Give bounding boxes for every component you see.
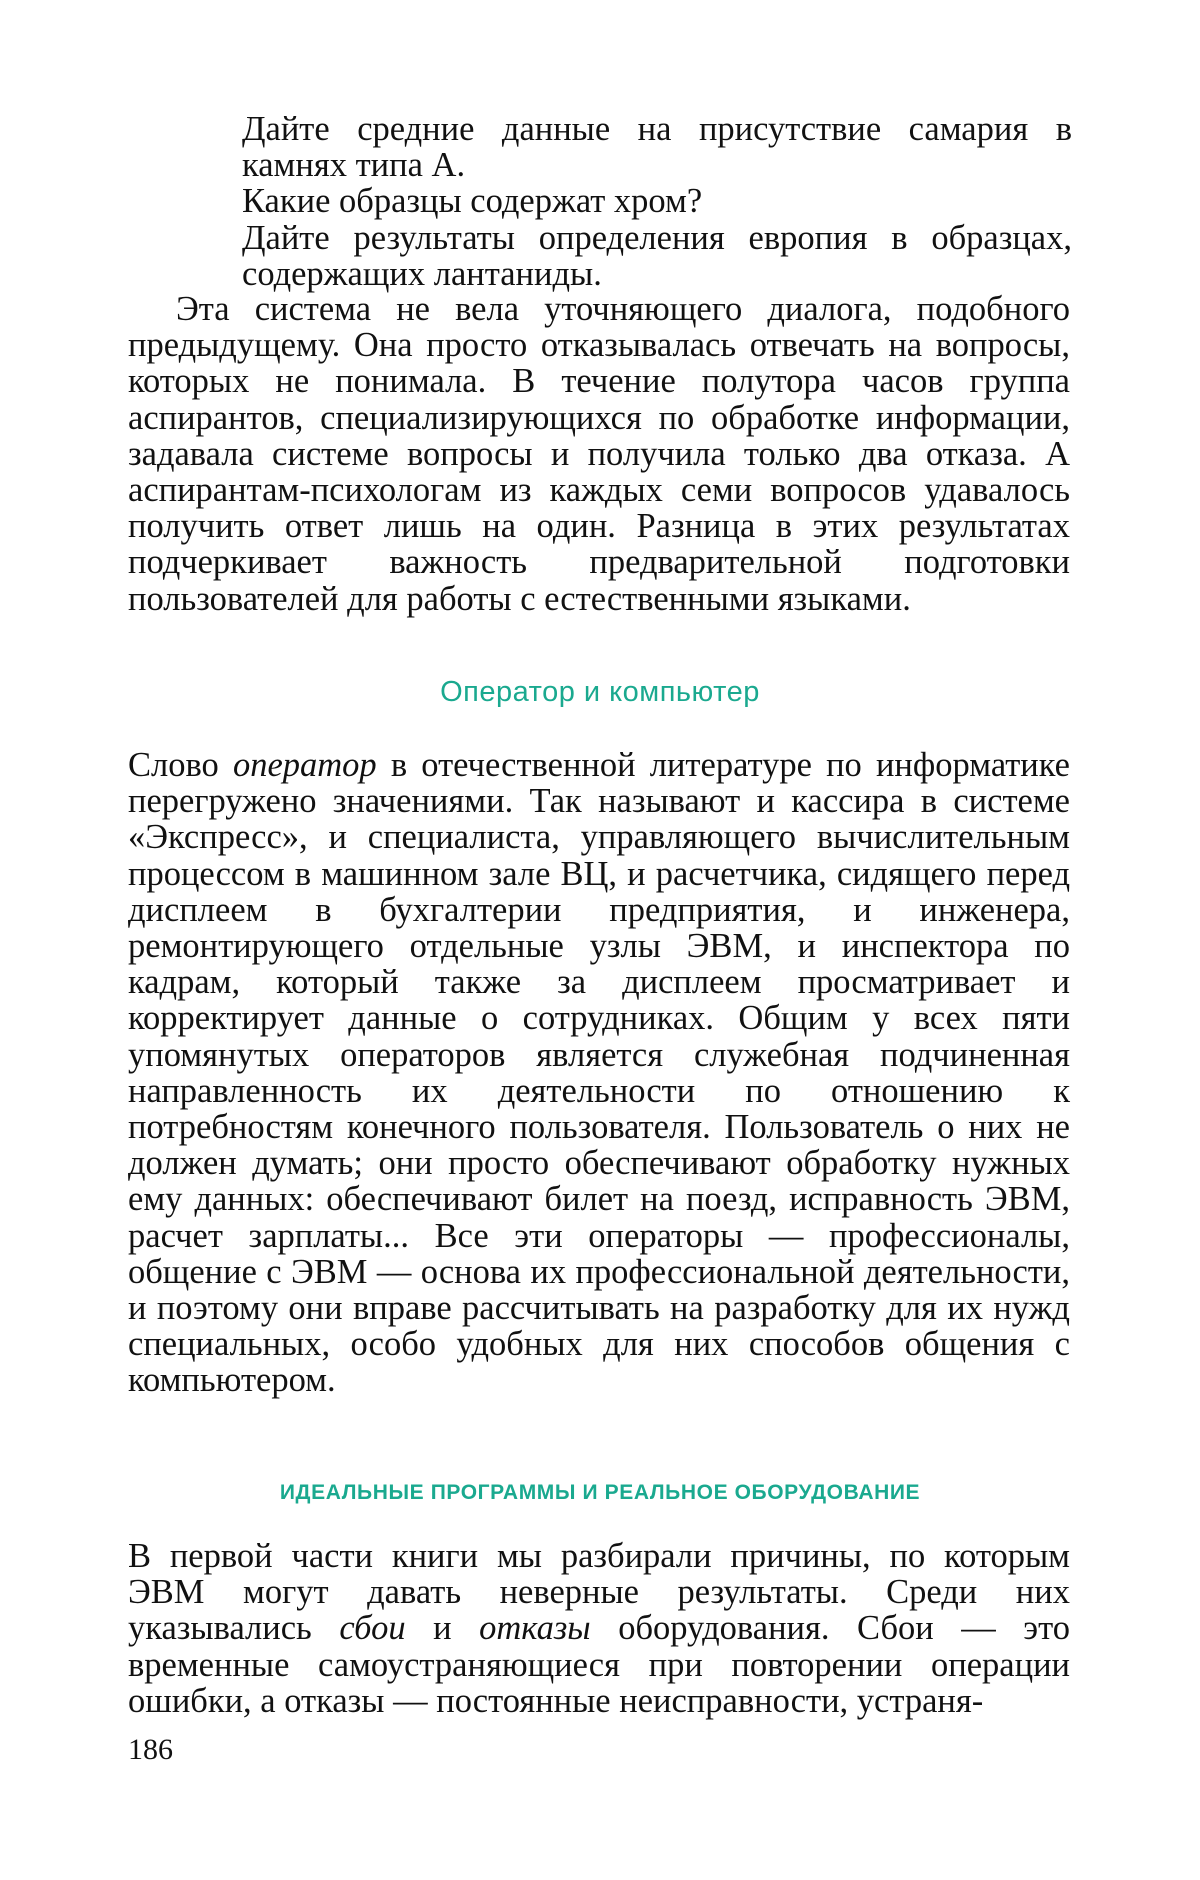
paragraph-text: [128, 747, 1070, 1399]
query-line: Дайте результаты определения европия в образцах, содержащих лантаниды.: [242, 218, 1072, 293]
paragraph-text: [128, 1538, 1070, 1719]
text-run: В первой части книги мы разбирали причины, по которым ЭВМ могут давать неверные результаты. Среди них указывались: [128, 1537, 1070, 1648]
query-examples: [242, 111, 1072, 292]
paragraph-hardware: [128, 1538, 1070, 1719]
section-heading-hardware: ИДЕАЛЬНЫЕ ПРОГРАММЫ И РЕАЛЬНОЕ ОБОРУДОВАНИЕ: [279, 1481, 921, 1504]
italic-term: сбои: [339, 1609, 406, 1648]
text-run: Слово: [128, 746, 233, 784]
text-run: в отечественной литературе по информатике перегружено значениями. Так называют и кассира в системе «Экспресс», и специалиста, управляющего вычислительным процессом в машинном зале ВЦ, и расчетчика, сидящего перед дисплеем в бухгалтерии предприятия, и инженера, ремонтирующего отдельные узлы ЭВМ, и инспектора по кадрам, который также за дисплеем просматривает и корректирует данные о сотрудниках. Общим у всех пяти упомянутых операторов является служебная подчиненная направленность их деятельности по отношению к потребностям конечного пользователя. Пользователь о них не должен думать; они просто обеспечивают обработку нужных ему данных: обеспечивают билет на поезд, исправность ЭВМ, расчет зарплаты... Все эти операторы — профессионалы, общение с ЭВМ — основа их профессиональной деятельности, и поэтому они вправе рассчитывать на разработку для их нужд специальных, особо удобных для них способов общения с компьютером.: [128, 746, 1070, 1400]
section-heading-operator: Оператор и компьютер: [440, 676, 760, 708]
paragraph-text: Эта система не вела уточняющего диалога, подобного предыдущему. Она просто отказывалась отвечать на вопросы, которых не понимала. В течение полутора часов группа аспирантов, специализирующихся по обработке информации, задавала системе вопросы и получила только два отказа. А аспирантам-психологам из каждых семи вопросов удавалось получить ответ лишь на один. Разница в этих результатах подчеркивает важность предварительной подготовки пользователей для работы с естественными языками.: [128, 290, 1070, 618]
text-run: и: [405, 1609, 480, 1648]
text-run: оборудования. Сбои — это временные самоустраняющиеся при повторении операции ошибки, а отказы — постоянные неисправности, устраня-: [128, 1609, 1070, 1720]
italic-term: оператор: [232, 746, 377, 784]
page-number: 186: [128, 1733, 173, 1766]
query-line: Дайте средние данные на присутствие самария в камнях типа А.: [242, 110, 1072, 185]
paragraph-operator: [128, 747, 1070, 1399]
paragraph-dialog-results: [128, 291, 1070, 617]
italic-term: отказы: [479, 1609, 591, 1648]
query-line: Какие образцы содержат хром?: [242, 182, 703, 221]
